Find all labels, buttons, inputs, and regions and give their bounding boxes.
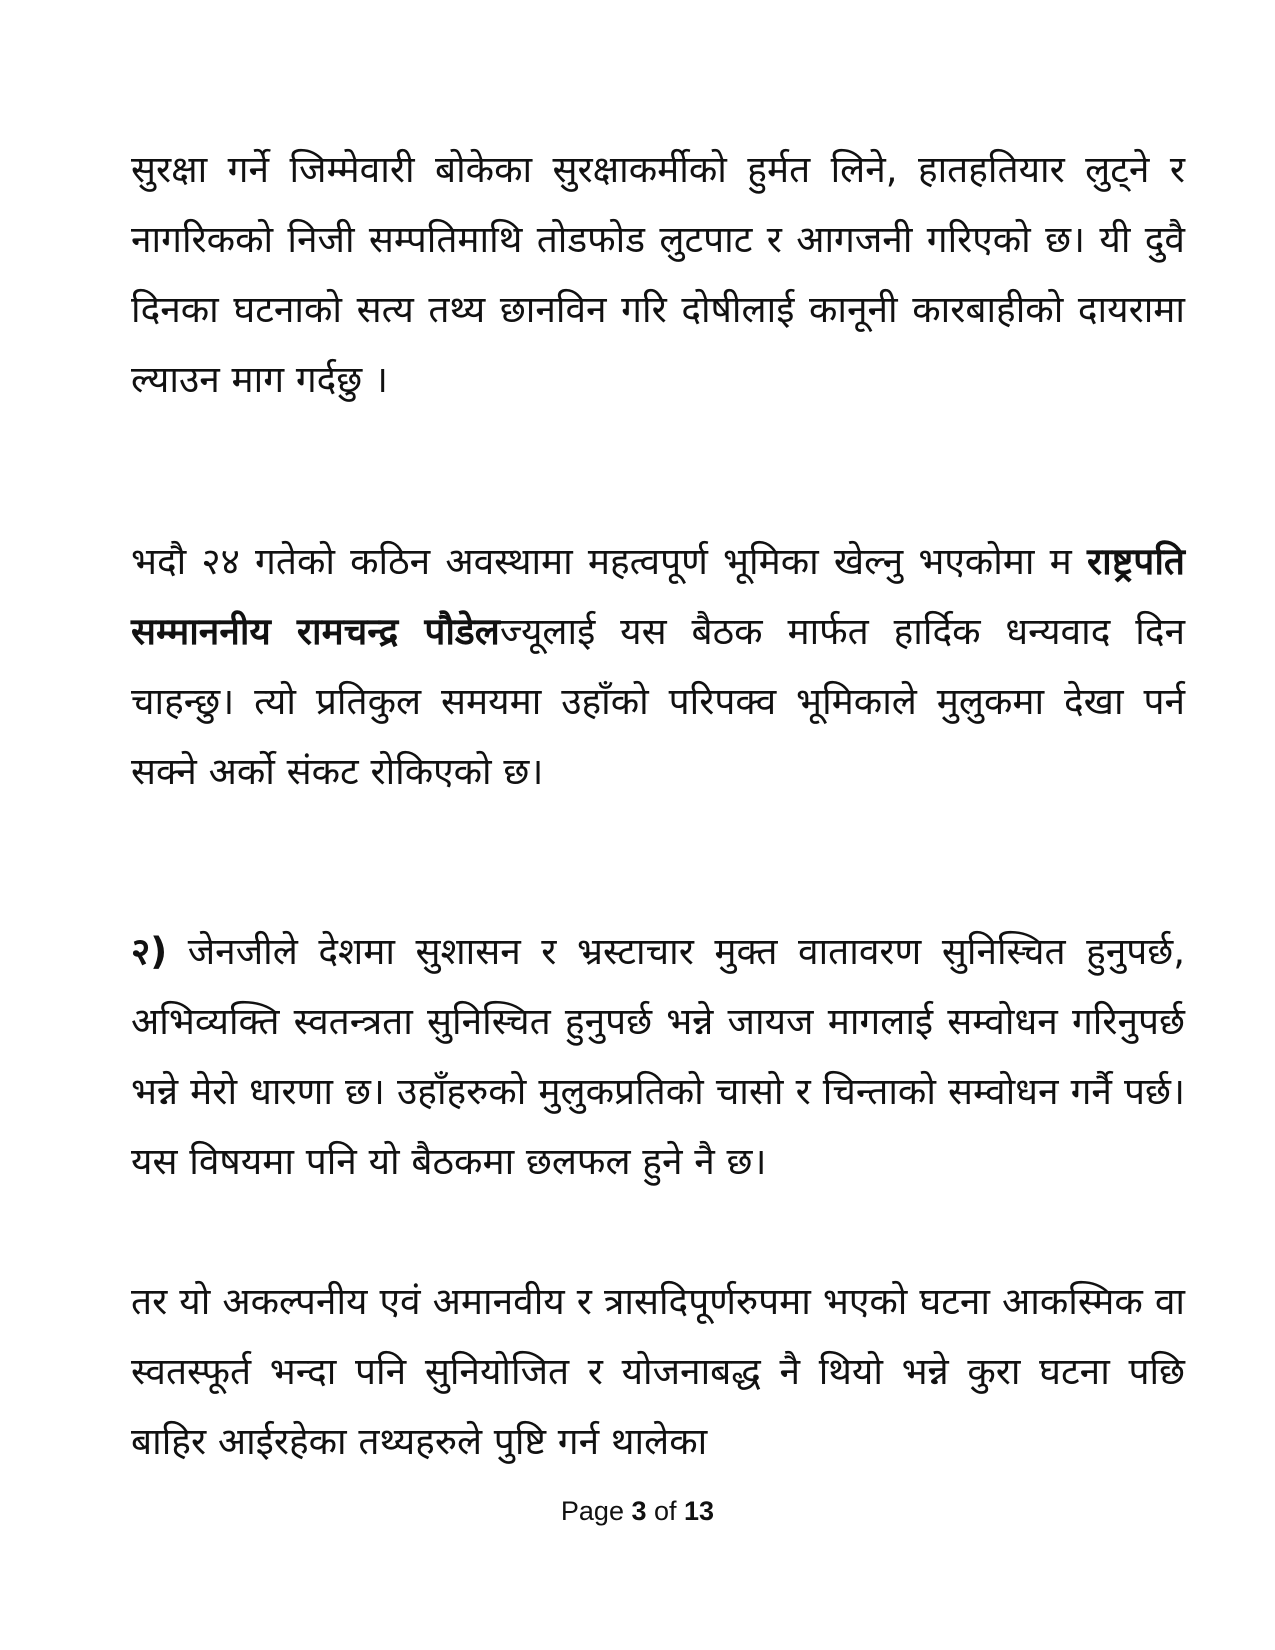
footer-current-page: 3 (631, 1496, 647, 1526)
point-number: २) (131, 930, 168, 973)
footer-middle: of (646, 1496, 685, 1526)
footer-prefix: Page (560, 1496, 632, 1526)
paragraph-4: तर यो अकल्पनीय एवं अमानवीय र त्रासदिपूर्णरुपमा भएको घटना आकस्मिक वा स्वतस्फूर्त भन्दा पनि सुनियोजित र योजनाबद्ध नै थियो भन्ने कुरा घटना पछि बाहिर आईरहेका तथ्यहरुले पुष्टि गर्न थालेका (131, 1280, 1185, 1463)
paragraph-2 (131, 527, 1185, 807)
footer-total-pages: 13 (684, 1496, 715, 1526)
paragraph-3-text: जेनजीले देशमा सुशासन र भ्रस्टाचार मुक्त वातावरण सुनिस्चित हुनुपर्छ, अभिव्यक्ति स्वतन्त्रता सुनिस्चित हुनुपर्छ भन्ने जायज मागलाई सम्वोधन गरिनुपर्छ भन्ने मेरो धारणा छ। उहाँहरुको मुलुकप्रतिको चासो र चिन्ताको सम्वोधन गर्नै पर्छ। यस विषयमा पनि यो बैठकमा छलफल हुने नै छ। (131, 930, 1185, 1183)
paragraph-2-text-after: ज्यूलाई यस बैठक मार्फत हार्दिक धन्यवाद दिन चाहन्छु। त्यो प्रतिकुल समयमा उहाँको परिपक्व भूमिकाले मुलुकमा देखा पर्न सक्ने अर्को संकट रोकिएको छ। (131, 610, 1185, 793)
paragraph-3 (131, 917, 1185, 1197)
paragraph-1: सुरक्षा गर्ने जिम्मेवारी बोकेका सुरक्षाकर्मीको हुर्मत लिने, हातहतियार लुट्ने र नागरिकको निजी सम्पतिमाथि तोडफोड लुटपाट र आगजनी गरिएको छ। यी दुवै दिनका घटनाको सत्य तथ्य छानविन गरि दोषीलाई कानूनी कारबाहीको दायरामा ल्याउन माग गर्दछु । (131, 148, 1185, 401)
paragraph-2-text-before: भदौ २४ गतेको कठिन अवस्थामा महत्वपूर्ण भूमिका खेल्नु भएकोमा म (131, 540, 1087, 583)
page-footer (0, 1494, 1275, 1528)
president-name: राष्ट्रपति सम्माननीय रामचन्द्र पौडेल (131, 540, 1185, 653)
